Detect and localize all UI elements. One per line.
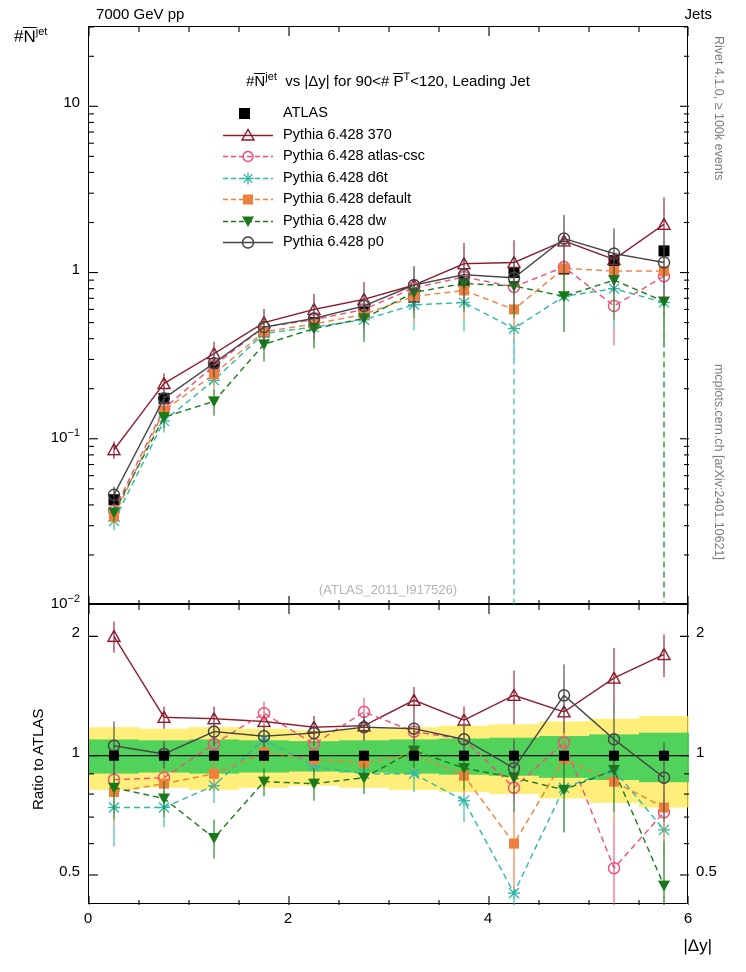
legend-marker-d6t xyxy=(221,168,279,190)
legend-item-p0[interactable] xyxy=(221,232,425,254)
legend-item-370[interactable] xyxy=(221,125,425,147)
x-tick-4: 4 xyxy=(483,910,493,927)
ratio-plot-canvas xyxy=(89,605,689,905)
ratio-plot-frame xyxy=(88,604,688,904)
legend-item-atlas-csc[interactable] xyxy=(221,146,425,168)
x-tick-0: 0 xyxy=(83,910,93,927)
analysis-watermark: (ATLAS_2011_I917526) xyxy=(318,582,458,597)
rivet-version-caption: Rivet 4.1.0, ≥ 100k events xyxy=(712,36,726,181)
y-tick-ratio-0p5-right: 0.5 xyxy=(696,862,717,880)
y-tick-main-10: 10 xyxy=(63,94,80,112)
y-tick-main-1: 1 xyxy=(71,260,80,278)
legend-label-370: Pythia 6.428 370 xyxy=(283,126,392,143)
plot-title: $\#N^{jet}$ vs |Δy| for 90<# $P^T<120$, Leading Jet xyxy=(246,71,530,90)
x-tick-6: 6 xyxy=(683,910,693,927)
y-tick-main-0p01: $10^{-2}$ xyxy=(50,593,80,612)
y-tick-main-0p1: $10^{-1}$ xyxy=(50,426,80,446)
legend-label-default: Pythia 6.428 default xyxy=(283,191,412,207)
legend xyxy=(221,103,425,254)
legend-marker-dw xyxy=(221,211,279,233)
legend-marker-default xyxy=(221,189,279,211)
y-tick-ratio-1-left: 1 xyxy=(71,743,80,761)
y-tick-ratio-1-right: 1 xyxy=(696,743,705,761)
legend-label-atlas-csc: Pythia 6.428 atlas-csc xyxy=(283,148,425,164)
legend-marker-atlas-csc xyxy=(221,146,279,168)
legend-item-dw[interactable] xyxy=(221,211,425,233)
x-tick-2: 2 xyxy=(283,910,293,927)
legend-label-atlas: ATLAS xyxy=(283,105,328,121)
legend-item-default[interactable] xyxy=(221,189,425,211)
x-axis-label: |Δy| xyxy=(683,936,712,955)
header-beam-info: 7000 GeV pp xyxy=(96,6,185,23)
legend-label-dw: Pythia 6.428 dw xyxy=(283,212,387,229)
header-process: Jets xyxy=(684,6,712,23)
legend-marker-p0 xyxy=(221,232,279,254)
y-axis-label-main: $\#N^{jet}$ xyxy=(14,26,48,46)
legend-label-d6t: Pythia 6.428 d6t xyxy=(283,169,388,186)
mcplots-caption: mcplots.cern.ch [arXiv:2401.10621] xyxy=(712,364,726,560)
legend-marker-atlas xyxy=(221,103,279,125)
y-tick-ratio-0p5-left: 0.5 xyxy=(59,862,80,880)
main-plot-frame xyxy=(88,26,688,604)
legend-item-atlas[interactable] xyxy=(221,103,425,125)
y-axis-label-ratio: Ratio to ATLAS xyxy=(30,708,47,810)
legend-label-p0: Pythia 6.428 p0 xyxy=(283,234,384,250)
legend-item-d6t[interactable] xyxy=(221,168,425,190)
y-tick-ratio-2-left: 2 xyxy=(71,624,80,642)
legend-marker-370 xyxy=(221,125,279,147)
y-tick-ratio-2-right: 2 xyxy=(696,624,705,642)
